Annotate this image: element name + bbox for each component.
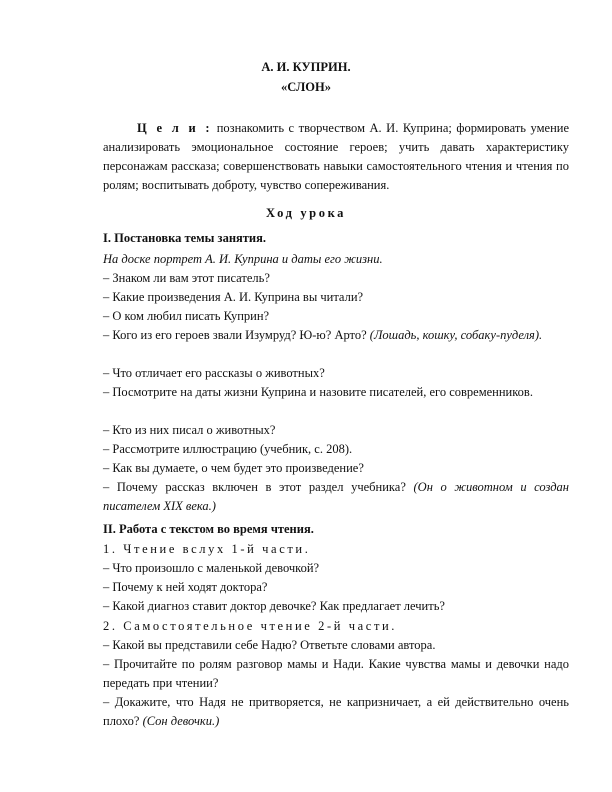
s2-question-6 [103,693,569,731]
s2-subheading-1: 1. Чтение вслух 1-й части. [103,542,311,556]
section2-title: II. Работа с текстом во время чтения. [103,522,314,536]
s1-question-6: – Посмотрите на даты жизни Куприна и назовите писателей, его современников. [103,385,533,399]
s1-intro: На доске портрет А. И. Куприна и даты его жизни. [103,252,383,266]
s1-question-10-text: – Почему рассказ включен в этот раздел учебника? [103,480,414,494]
author-title: А. И. КУПРИН. [261,60,351,74]
s1-question-2: – Какие произведения А. И. Куприна вы читали? [103,290,364,304]
s1-question-10-answer: (Он о животном и создан писателем XIX века.) [103,480,569,513]
s2-question-3: – Какой диагноз ставит доктор девочке? Как предлагает лечить? [103,599,445,613]
goals-label: Ц е л и : [137,121,213,135]
s1-question-3: – О ком любил писать Куприн? [103,309,270,323]
story-title: «СЛОН» [281,80,331,94]
goals-text: познакомить с творчеством А. И. Куприна; формировать умение анализировать эмоциональное состояние героев; учить давать характеристику персонажам рассказа; совершенствовать навыки самостоятельного чтения и чтения по ролям; воспитывать доброту, чувство сопереживания. [103,121,569,192]
s1-question-10 [103,478,569,516]
s1-question-4-text: – Кого из его героев звали Изумруд? Ю-ю? Арто? [103,328,370,342]
s2-subheading-2: 2. Самостоятельное чтение 2-й части. [103,619,398,633]
s2-question-5: – Прочитайте по ролям разговор мамы и Нади. Какие чувства мамы и девочки надо передать при чтении? [103,657,569,690]
section1-title: I. Постановка темы занятия. [103,231,267,245]
s1-question-5: – Что отличает его рассказы о животных? [103,366,325,380]
s1-question-4 [103,326,569,345]
s2-question-6-answer: (Сон девочки.) [142,714,220,728]
s1-question-9: – Как вы думаете, о чем будет это произведение? [103,461,364,475]
s1-question-4-answer: (Лошадь, кошку, собаку-пуделя). [369,328,543,342]
s1-question-1: – Знаком ли вам этот писатель? [103,271,270,285]
s2-question-6-text: – Докажите, что Надя не притворяется, не капризничает, а ей действительно очень плохо? [103,695,569,728]
lesson-heading: Ход урока [265,206,347,220]
s2-question-2: – Почему к ней ходят доктора? [103,580,268,594]
s1-question-8: – Рассмотрите иллюстрацию (учебник, с. 208). [103,442,353,456]
goals-paragraph [103,119,569,195]
s2-question-1: – Что произошло с маленькой девочкой? [103,561,320,575]
s2-question-4: – Какой вы представили себе Надю? Ответьте словами автора. [103,638,436,652]
s1-question-7: – Кто из них писал о животных? [103,423,276,437]
